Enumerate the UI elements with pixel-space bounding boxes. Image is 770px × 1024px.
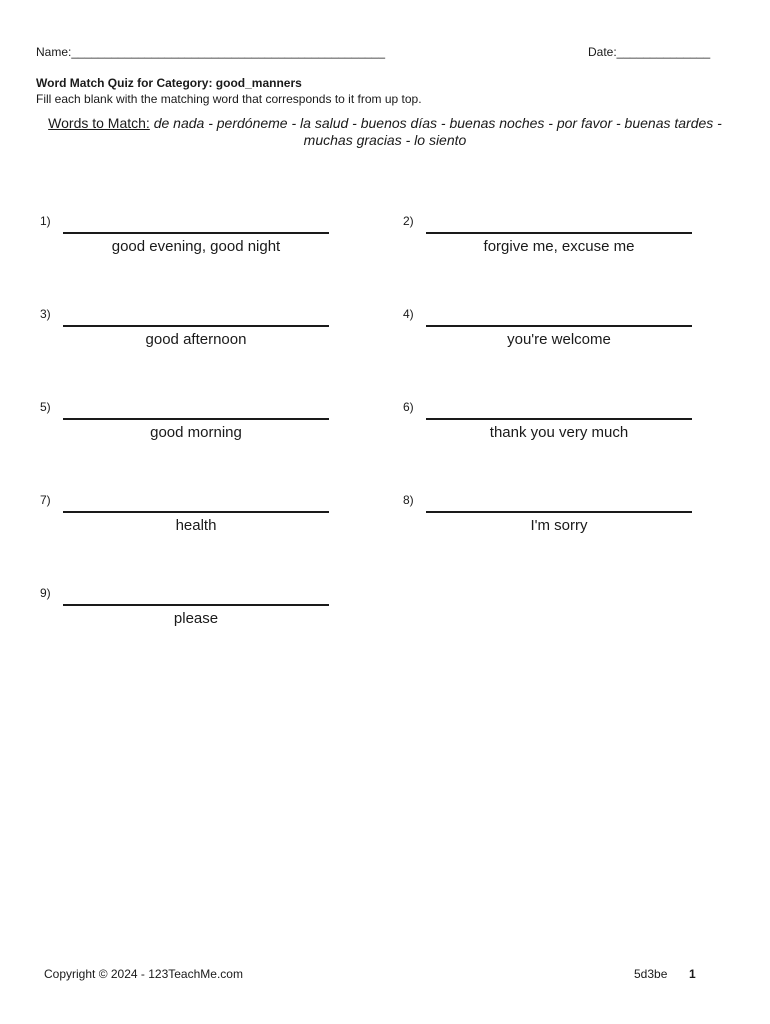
answer-hint: good evening, good night <box>111 238 281 255</box>
name-line: Name:_______________________________________________ <box>36 45 386 59</box>
answer-hint: I'm sorry <box>530 517 588 534</box>
words-to-match <box>40 115 730 149</box>
answer-blank[interactable] <box>426 325 692 327</box>
question-number: 1) <box>40 214 51 228</box>
answer-blank[interactable] <box>63 511 329 513</box>
question-number: 9) <box>40 586 51 600</box>
answer-blank[interactable] <box>63 418 329 420</box>
answer-blank[interactable] <box>63 604 329 606</box>
answer-hint: please <box>173 610 219 627</box>
answer-hint: you're welcome <box>507 331 611 348</box>
page-number: 1 <box>689 967 696 981</box>
words-list-line2: muchas gracias - lo siento <box>303 132 467 148</box>
question-number: 6) <box>403 400 414 414</box>
answer-blank[interactable] <box>426 232 692 234</box>
words-to-match-label: Words to Match: <box>48 115 150 131</box>
answer-hint: good morning <box>150 424 242 441</box>
answer-blank[interactable] <box>426 418 692 420</box>
question-number: 7) <box>40 493 51 507</box>
answer-blank[interactable] <box>63 232 329 234</box>
answer-hint: forgive me, excuse me <box>483 238 635 255</box>
answer-hint: health <box>175 517 217 534</box>
answer-hint: good afternoon <box>145 331 247 348</box>
page-code: 5d3be <box>634 967 668 981</box>
question-number: 5) <box>40 400 51 414</box>
instructions: Fill each blank with the matching word that corresponds to it from up top. <box>36 92 422 106</box>
answer-blank[interactable] <box>63 325 329 327</box>
copyright: Copyright © 2024 - 123TeachMe.com <box>44 967 243 981</box>
question-number: 3) <box>40 307 51 321</box>
question-number: 8) <box>403 493 414 507</box>
date-line: Date:______________ <box>588 45 711 59</box>
answer-blank[interactable] <box>426 511 692 513</box>
words-list-line1: de nada - perdóneme - la salud - buenos días - buenas noches - por favor - buenas tardes - <box>153 115 722 131</box>
question-number: 2) <box>403 214 414 228</box>
page-title: Word Match Quiz for Category: good_manners <box>36 76 302 90</box>
answer-hint: thank you very much <box>489 424 629 441</box>
question-number: 4) <box>403 307 414 321</box>
